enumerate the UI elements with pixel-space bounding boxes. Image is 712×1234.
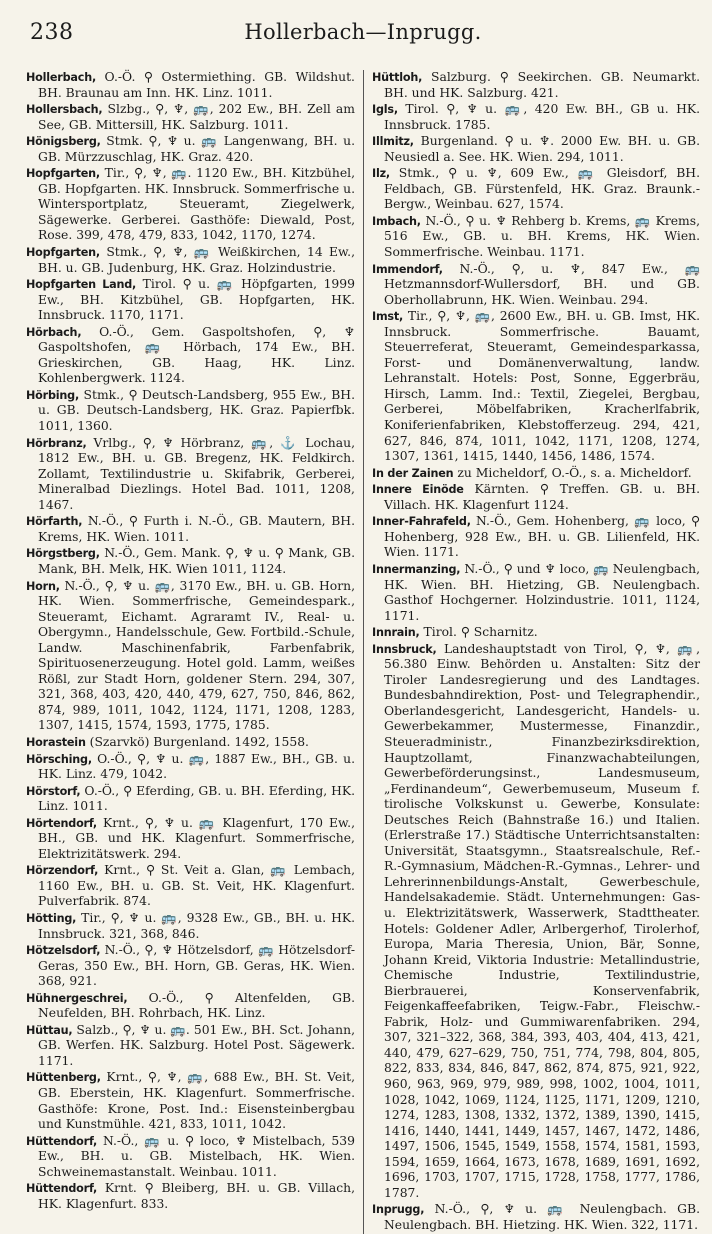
place-name: Hüttendorf,	[26, 1134, 98, 1148]
entry-text: Tir., ⚲, ♆ u. 🚌, 9328 Ew., GB., BH. u. HK. Innsbruck. 321, 368, 846.	[38, 910, 355, 941]
gazetteer-entry	[372, 466, 700, 482]
place-name: Hörstorf,	[26, 784, 81, 798]
gazetteer-entry	[372, 166, 700, 213]
gazetteer-entry	[26, 277, 355, 324]
page-number: 238	[30, 20, 74, 45]
place-name: Hüttau,	[26, 1023, 73, 1037]
place-name: Hüttendorf,	[26, 1182, 98, 1196]
gazetteer-entry	[372, 482, 700, 513]
place-name: Hopfgarten,	[26, 246, 100, 260]
place-name: In der Zainen	[372, 466, 454, 480]
place-name: Inner-Fahrafeld,	[372, 515, 471, 529]
place-name: Inprugg,	[372, 1203, 425, 1217]
entry-text: Tir., ⚲, ♆, 🚌. 1120 Ew., BH. Kitzbühel, GB. Hopfgarten. HK. Innsbruck. Sommerfrische u. Wintersportplatz, Steueramt, Ziegelwerk, Sägewerke. Gerberei. Gasthöfe: Diewald, Post, Rose. 399, 478, 479, 833, 1042, 1170, 1274.	[38, 166, 355, 243]
gazetteer-entry	[372, 70, 700, 101]
entry-text: Burgenland. ⚲ u. ♆. 2000 Ew. BH. u. GB. Neusiedl a. See. HK. Wien. 294, 1011.	[384, 134, 700, 164]
entry-text: Krnt., ⚲, ♆, 🚌, 688 Ew., BH. St. Veit, GB. Eberstein, HK. Klagenfurt. Sommerfrische. Gasthöfe: Krone, Post. Ind.: Eisensteinbergbau und Kunstmühle. 421, 833, 1011, 1042.	[38, 1070, 355, 1132]
place-name: Innrain,	[372, 626, 420, 640]
place-name: Igls,	[372, 103, 398, 117]
gazetteer-entry	[372, 514, 700, 561]
entry-text: Tir., ⚲, ♆, 🚌, 2600 Ew., BH. u. GB. Imst, HK. Innsbruck. Sommerfrische. Bauamt, Steuerreferat, Steueramt, Gemeindesparkassa, Forst- und Domänenverwaltung, landw. Lehranstalt. Hotels: Post, Sonne, Eggerbräu, Hirsch, Lamm. Ind.: Textil, Ziegelei, Bergbau, Gerberei, Möbelfabriken, Kracherlfabrik, Koniferienfabriken, Klebstofferzeug. 294, 421, 627, 846, 874, 1011, 1042, 1171, 1208, 1274, 1307, 1361, 1415, 1440, 1456, 1486, 1574.	[384, 309, 700, 464]
gazetteer-entry	[26, 735, 355, 751]
entry-text: Krnt., ⚲, ♆ u. 🚌 Klagenfurt, 170 Ew., BH., GB. und HK. Klagenfurt. Sommerfrische, Elektrizitätswerk. 294.	[38, 815, 355, 861]
place-name: Hörgstberg,	[26, 547, 100, 561]
gazetteer-entry	[26, 245, 355, 276]
entry-text: O.-Ö., ⚲ Altenfelden, GB. Neufelden, BH. Rohrbach, HK. Linz.	[38, 990, 355, 1021]
page-header	[26, 10, 700, 50]
place-name: Hüttenberg,	[26, 1071, 101, 1085]
place-name: Hörzendorf,	[26, 864, 99, 878]
gazetteer-entry	[26, 102, 355, 133]
place-name: Hüttloh,	[372, 71, 423, 84]
gazetteer-entry	[26, 943, 355, 990]
gazetteer-entry	[26, 70, 355, 101]
entry-text: Tirol. ⚲ Scharnitz.	[419, 625, 538, 640]
gazetteer-entry	[26, 784, 355, 815]
running-title: Hollerbach—Inprugg.	[244, 20, 482, 44]
entry-text: N.-Ö., 🚌 u. ⚲ loco, ♆ Mistelbach, 539 Ew., BH. u. GB. Mistelbach, HK. Wien. Schweinemastanstalt. Weinbau. 1011.	[38, 1133, 355, 1179]
entry-text: O.-Ö. ⚲ Ostermiething. GB. Wildshut. BH. Braunau am Inn. HK. Linz. 1011.	[38, 70, 355, 100]
entry-text: N.-Ö., ⚲ Furth i. N.-Ö., GB. Mautern, BH. Krems, HK. Wien. 1011.	[38, 514, 355, 544]
entry-text: O.-Ö., Gem. Gaspoltshofen, ⚲, ♆ Gaspoltshofen, 🚌 Hörbach, 174 Ew., BH. Grieskirchen, GB. Haag, HK. Linz. Kohlenbergwerk. 1124.	[38, 324, 355, 386]
gazetteer-entry	[372, 625, 700, 641]
gazetteer-entry	[26, 752, 355, 783]
gazetteer-entry	[26, 911, 355, 942]
entry-text: Stmk., ⚲ Deutsch-Landsberg, 955 Ew., BH. u. GB. Deutsch-Landsberg, HK. Graz. Papierfbk. 1011, 1360.	[38, 387, 355, 434]
gazetteer-entry	[26, 388, 355, 435]
place-name: Ilz,	[372, 167, 390, 181]
place-name: Imbach,	[372, 214, 421, 228]
entry-text: Salzb., ⚲, ♆ u. 🚌. 501 Ew., BH. Sct. Johann, GB. Werfen. HK. Salzburg. Hotel Post. Sägewerk. 1171.	[38, 1022, 355, 1068]
place-name: Hopfgarten,	[26, 167, 100, 181]
place-name: Imst,	[372, 310, 404, 324]
entry-text: Salzburg. ⚲ Seekirchen. GB. Neumarkt. BH. und HK. Salzburg. 421.	[384, 70, 700, 100]
gazetteer-entry	[372, 102, 700, 133]
place-name: Hörfarth,	[26, 515, 83, 529]
entry-text: Stmk., ⚲, ♆, 🚌 Weißkirchen, 14 Ew., BH. u. GB. Judenburg, HK. Graz. Holzindustrie.	[38, 245, 355, 275]
place-name: Innsbruck,	[372, 642, 437, 656]
place-name: Illmitz,	[372, 135, 414, 149]
gazetteer-entry	[26, 546, 355, 577]
gazetteer-entry	[26, 436, 355, 514]
entry-text: N.-Ö., ⚲, ♆ u. 🚌, 3170 Ew., BH. u. GB. Horn, HK. Wien. Sommerfrische, Gemeindespark., Steueramt, Eichamt. Agraramt IV., Real- u. Obergymn., Handelsschule, Gew. Fortbild.-Schule, Landw. Maschinenfabrik, Farbenfabrik, Spirituosenerzeugung. Hotel gold. Lamm, weißes Rößl, zur Stadt Horn, goldener Stern. 294, 307, 321, 368, 403, 420, 440, 479, 627, 750, 846, 862, 874, 989, 1011, 1042, 1124, 1171, 1208, 1283, 1307, 1415, 1574, 1593, 1775, 1785.	[38, 578, 355, 733]
place-name: Hörbranz,	[26, 436, 87, 450]
right-column	[363, 70, 700, 1234]
place-name: Horn,	[26, 579, 60, 593]
gazetteer-entry	[372, 1202, 700, 1233]
place-name: Hollerbach,	[26, 71, 97, 84]
place-name: Hötzelsdorf,	[26, 944, 101, 958]
entry-text: Tirol. ⚲ u. 🚌 Höpfgarten, 1999 Ew., BH. Kitzbühel, GB. Hopfgarten, HK. Innsbruck. 1170, 1171.	[38, 277, 355, 323]
place-name: Hörsching,	[26, 752, 92, 766]
place-name: Hörtendorf,	[26, 816, 97, 830]
gazetteer-entry	[372, 262, 700, 309]
left-column	[26, 70, 363, 1234]
entry-text: O.-Ö., ⚲ Eferding, GB. u. BH. Eferding, HK. Linz. 1011.	[38, 783, 355, 814]
entry-text: N.-Ö., ⚲, u. ♆, 847 Ew., 🚌 Hetzmannsdorf-Wullersdorf, BH. und GB. Oberhollabrunn, HK. Wien. Weinbau. 294.	[384, 261, 700, 307]
place-name: Hötting,	[26, 911, 77, 925]
entry-text: N.-Ö., ⚲ und ♆ loco, 🚌 Neulengbach, HK. Wien. BH. Hietzing, GB. Neulengbach. Gasthof Hochgerner. Holzindustrie. 1011, 1124, 1171.	[384, 561, 700, 623]
place-name: Immendorf,	[372, 262, 443, 276]
place-name: Hühnergeschrei,	[26, 991, 128, 1005]
gazetteer-entry	[26, 1070, 355, 1132]
place-name: Hörbing,	[26, 388, 80, 402]
gazetteer-entry	[26, 134, 355, 165]
gazetteer-entry	[26, 579, 355, 734]
gazetteer-entry	[372, 214, 700, 261]
gazetteer-entry	[26, 1181, 355, 1212]
entry-text: zu Micheldorf, O.-Ö., s. a. Micheldorf.	[453, 465, 692, 480]
gazetteer-entry	[372, 309, 700, 464]
entry-text: (Szarvkö) Burgenland. 1492, 1558.	[85, 734, 309, 749]
gazetteer-entry	[26, 863, 355, 910]
gazetteer-entry	[26, 816, 355, 863]
entry-text: Stmk., ⚲ u. ♆, 609 Ew., 🚌 Gleisdorf, BH. Feldbach, GB. Fürstenfeld, HK. Graz. Braunk.-Bergw., Weinbau. 627, 1574.	[384, 166, 700, 212]
entry-text: Krnt. ⚲ Bleiberg, BH. u. GB. Villach, HK. Klagenfurt. 833.	[38, 1181, 355, 1211]
entry-text: N.-Ö., Gem. Hohenberg, 🚌 loco, ⚲ Hohenberg, 928 Ew., BH. u. GB. Lilienfeld, HK. Wien. 1171.	[384, 514, 700, 560]
place-name: Hörbach,	[26, 325, 82, 339]
place-name: Hopfgarten Land,	[26, 278, 137, 292]
two-column-body	[26, 70, 700, 1234]
entry-text: Slzbg., ⚲, ♆, 🚌, 202 Ew., BH. Zell am See, GB. Mittersill, HK. Salzburg. 1011.	[38, 102, 355, 132]
entry-text: Vrlbg., ⚲, ♆ Hörbranz, 🚌, ⚓ Lochau, 1812 Ew., BH. u. GB. Bregenz, HK. Feldkirch. Zollamt, Textilindustrie u. Skifabrik, Gerberei, Mineralbad Diezlings. Hotel Bad. 1011, 1208, 1467.	[38, 435, 355, 512]
gazetteer-entry	[26, 514, 355, 545]
entry-text: Stmk. ⚲, ♆ u. 🚌 Langenwang, BH. u. GB. Mürzzuschlag, HK. Graz. 420.	[38, 134, 355, 164]
gazetteer-entry	[26, 325, 355, 387]
gazetteer-entry	[26, 1023, 355, 1070]
entry-text: Kärnten. ⚲ Treffen. GB. u. BH. Villach. HK. Klagenfurt 1124.	[384, 482, 700, 512]
place-name: Hönigsberg,	[26, 135, 101, 149]
entry-text: N.-Ö., ⚲, ♆ Hötzelsdorf, 🚌 Hötzelsdorf-Geras, 350 Ew., BH. Horn, GB. Geras, HK. Wien. 368, 921.	[38, 943, 355, 989]
gazetteer-entry	[26, 991, 355, 1022]
place-name: Innermanzing,	[372, 562, 461, 576]
gazetteer-entry	[372, 562, 700, 624]
gazetteer-entry	[372, 134, 700, 165]
place-name: Horastein	[26, 735, 86, 749]
gazetteer-entry	[26, 1134, 355, 1181]
entry-text: Krnt., ⚲ St. Veit a. Glan, 🚌 Lembach, 1160 Ew., BH. u. GB. St. Veit, HK. Klagenfurt. Pulverfabrik. 874.	[38, 863, 355, 909]
place-name: Hollersbach,	[26, 103, 103, 117]
entry-text: O.-Ö., ⚲, ♆ u. 🚌, 1887 Ew., BH., GB. u. HK. Linz. 479, 1042.	[38, 751, 355, 782]
entry-text: N.-Ö., ⚲ u. ♆ Rehberg b. Krems, 🚌 Krems, 516 Ew., GB. u. BH. Krems, HK. Wien. Sommerfrische. Weinbau. 1171.	[384, 213, 700, 260]
entry-text: Landeshauptstadt von Tirol, ⚲, ♆, 🚌, 56.380 Einw. Behörden u. Anstalten: Sitz der Tiroler Landesregierung und des Landtages. Bundesbahndirektion, Post- und Telegraphendir., Oberlandesgericht, Landesgericht, Handels- u. Gewerbekammer, Mustermesse, Finanzdir., Steueradministr., Finanzbezirksdirektion, Hauptzollamt, Finanzwachabteilungen, Gewerbeförderungsinst., Landesmuseum, „Ferdinandeum“, Gewerbemuseum, Museum f. tirolische Volkskunst u. Gewerbe, Konsulate: Deutsches Reich (Bahnstraße 16.) und Italien. (Erlerstraße 17.) Städtische Unterrichtsanstalten: Universität, Staatsgymn., Staatsrealschule, Ref.-R.-Gymnasium, Mädchen-R.-Gymnas., Lehrer- und Lehrerinnenbildungs-Anstalt, Gewerbeschule, Handelsakademie. Städt. Unternehmungen: Gas- u. Elektrizitätswerk, Wasserwerk, Stadttheater. Hotels: Goldener Adler, Arlbergerhof, Tirolerhof, Europa, Maria Theresia, Union, Bär, Sonne, Johann Kreid, Viktoria Industrie: Metallindustrie, Chemische Industrie, Textilindustrie, Bierbrauerei, Konservenfabrik, Feigenkaffeefabriken, Teigw.-Fabr., Fleischw.-Fabrik, Holz- und Gummiwarenfabriken. 294, 307, 321–322, 368, 384, 393, 403, 404, 413, 421, 440, 479, 627–629, 750, 751, 774, 798, 804, 805, 822, 833, 834, 846, 847, 862, 874, 875, 921, 922, 960, 963, 969, 979, 989, 998, 1002, 1004, 1011, 1028, 1042, 1069, 1124, 1125, 1171, 1209, 1210, 1274, 1283, 1308, 1332, 1372, 1389, 1390, 1415, 1416, 1440, 1441, 1449, 1457, 1467, 1472, 1486, 1497, 1506, 1545, 1549, 1558, 1574, 1581, 1593, 1594, 1659, 1664, 1673, 1678, 1689, 1691, 1692, 1696, 1703, 1707, 1715, 1728, 1758, 1777, 1786, 1787.	[384, 641, 700, 1200]
entry-text: N.-Ö., ⚲, ♆ u. 🚌 Neulengbach. GB. Neulengbach. BH. Hietzing. HK. Wien. 322, 1171.	[384, 1202, 700, 1232]
entry-text: Tirol. ⚲, ♆ u. 🚌, 420 Ew. BH., GB u. HK. Innsbruck. 1785.	[384, 102, 700, 132]
gazetteer-entry	[372, 642, 700, 1202]
gazetteer-entry	[26, 166, 355, 244]
place-name: Innere Einöde	[372, 483, 464, 497]
entry-text: N.-Ö., Gem. Mank. ⚲, ♆ u. ⚲ Mank, GB. Mank, BH. Melk, HK. Wien 1011, 1124.	[38, 546, 355, 576]
